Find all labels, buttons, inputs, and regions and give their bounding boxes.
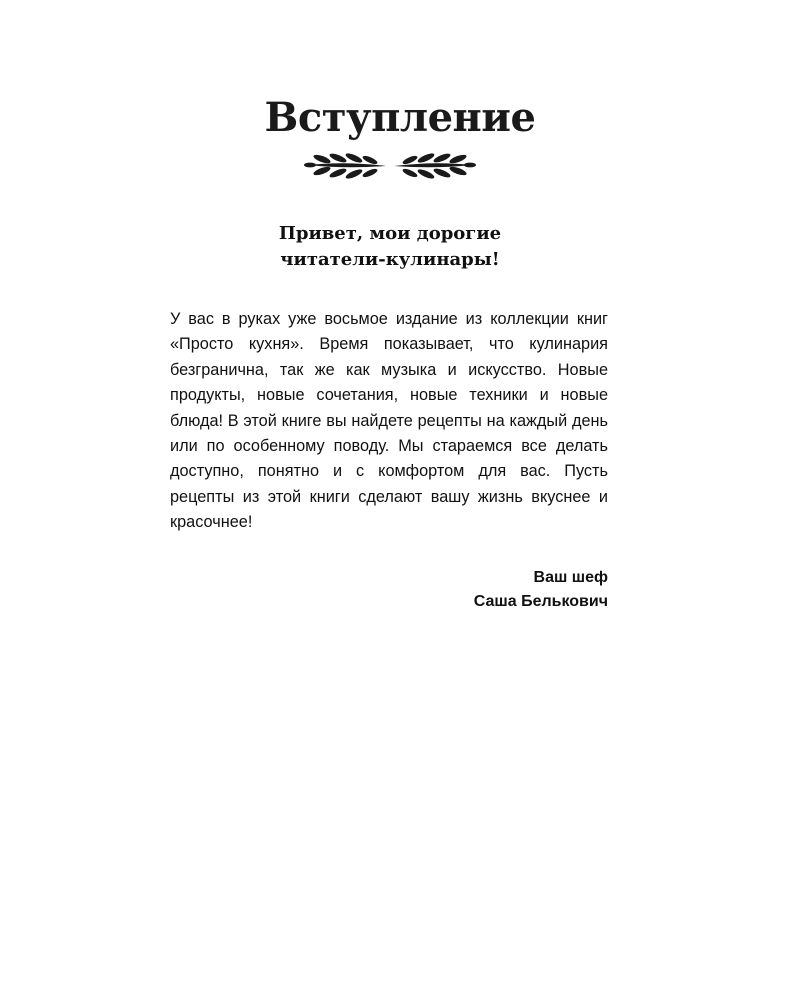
greeting-line-1: Привет, мои дорогие bbox=[278, 223, 502, 244]
greeting-heading bbox=[0, 221, 780, 273]
author-signature bbox=[300, 566, 608, 614]
greeting-line-2: читатели-кулинары! bbox=[280, 249, 500, 270]
page-title: Вступление bbox=[264, 94, 536, 141]
signature-line-2: Саша Белькович bbox=[473, 593, 608, 610]
intro-paragraph: У вас в руках уже восьмое издание из коллекции книг «Просто кухня». Время показывает, что кулинария безгранична, так же как музыка и искусство. Новые продукты, новые сочетания, новые техники и новые блюда! В этой книге вы найдете рецепты на каждый день или по особенному поводу. Мы стараемся все делать доступно, понятно и с комфортом для вас. Пусть рецепты из этой книги сделают вашу жизнь вкуснее и красочнее! bbox=[170, 310, 608, 532]
laurel-branch-icon bbox=[300, 146, 480, 186]
signature-line-1: Ваш шеф bbox=[533, 569, 608, 586]
